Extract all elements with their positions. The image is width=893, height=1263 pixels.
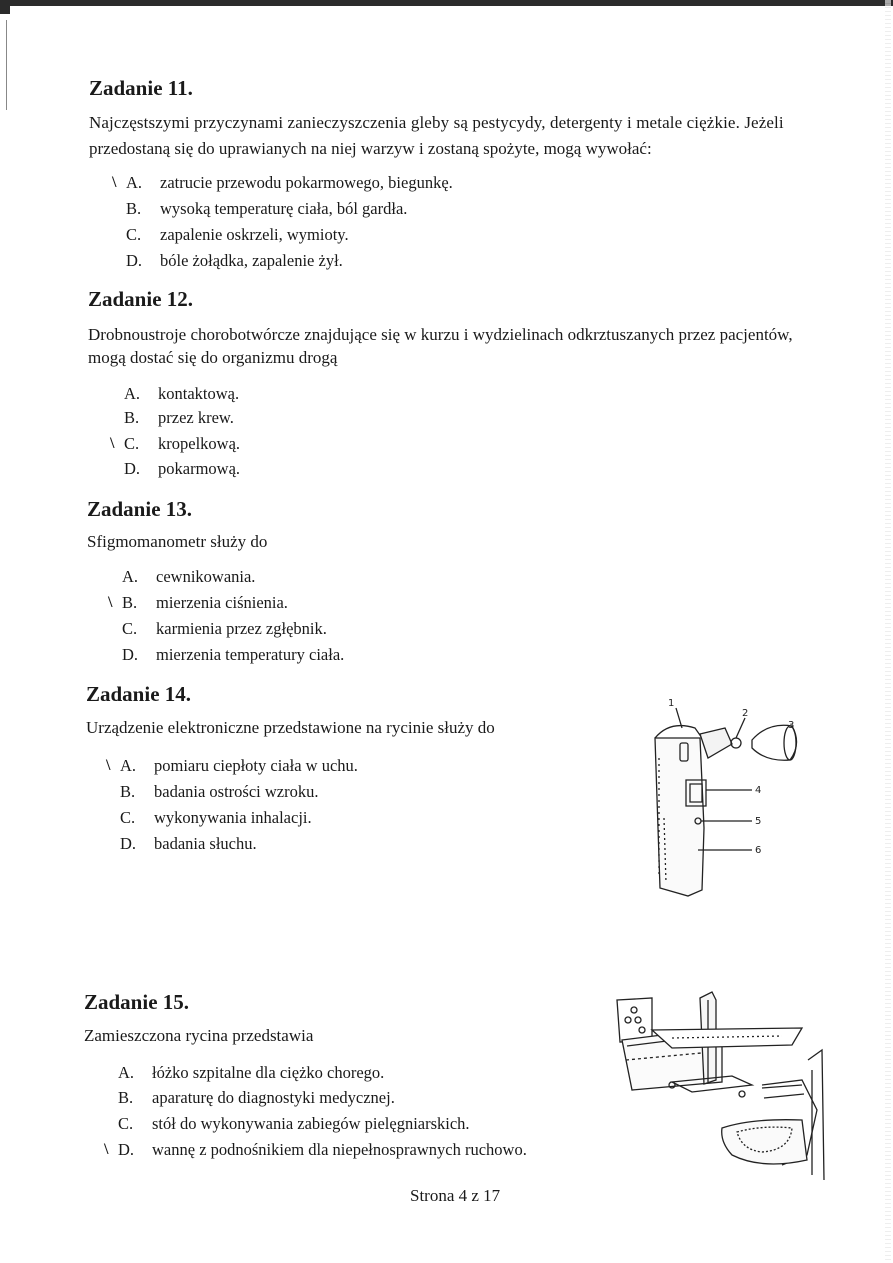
option-letter: A. xyxy=(120,756,137,775)
question-line: Najczęstszymi przyczynami zanieczyszczenia gleby są pestycydy, detergenty i metale ciężkie. Jeżeli xyxy=(89,113,784,132)
option-letter: C. xyxy=(118,1114,134,1133)
answer-check-mark: \ xyxy=(110,435,115,452)
option-text: bóle żołądka, zapalenie żył. xyxy=(160,251,343,270)
option-letter: B. xyxy=(124,408,140,427)
option-text: pomiaru ciepłoty ciała w uchu. xyxy=(154,756,358,775)
option-text: mierzenia temperatury ciała. xyxy=(156,645,345,664)
option-letter: C. xyxy=(122,619,138,638)
option-text: zapalenie oskrzeli, wymioty. xyxy=(160,225,349,244)
answer-check-mark: \ xyxy=(108,594,113,611)
option-text: kontaktową. xyxy=(158,384,240,403)
answer-option-a xyxy=(124,381,239,407)
answer-check-mark: \ xyxy=(104,1141,109,1158)
task-title: Zadanie 15. xyxy=(84,990,190,1014)
question-line: przedostaną się do uprawianych na niej warzyw i zostaną spożyte, mogą wywołać: xyxy=(89,139,652,158)
scan-left-edge xyxy=(6,20,7,110)
option-letter: A. xyxy=(118,1063,135,1082)
task-title: Zadanie 11. xyxy=(89,76,193,100)
answer-option-a xyxy=(118,1060,384,1086)
answer-option-c xyxy=(126,222,349,248)
option-letter: C. xyxy=(120,808,136,827)
answer-option-c xyxy=(120,805,312,831)
bathtub-lift-figure xyxy=(612,990,827,1180)
option-text: wykonywania inhalacji. xyxy=(154,808,312,827)
question-line: Sfigmomanometr służy do xyxy=(87,532,268,551)
option-text: kropelkową. xyxy=(158,434,241,453)
option-letter: D. xyxy=(118,1140,135,1159)
answer-option-d xyxy=(104,1137,527,1163)
option-text: wysoką temperaturę ciała, ból gardła. xyxy=(160,199,408,218)
answer-option-b xyxy=(124,405,234,431)
option-text: pokarmową. xyxy=(158,459,241,478)
option-text: wannę z podnośnikiem dla niepełnosprawnych ruchowo. xyxy=(152,1140,527,1159)
answer-check-mark: \ xyxy=(106,757,111,774)
option-letter: D. xyxy=(120,834,137,853)
option-text: karmienia przez zgłębnik. xyxy=(156,619,327,638)
option-letter: D. xyxy=(122,645,139,664)
option-letter: A. xyxy=(124,384,141,403)
option-text: badania ostrości wzroku. xyxy=(154,782,319,801)
option-letter: C. xyxy=(124,434,140,453)
answer-option-c xyxy=(110,431,241,457)
option-letter: B. xyxy=(120,782,136,801)
ear-thermometer-figure xyxy=(640,698,820,903)
question-line: Drobnoustroje chorobotwórcze znajdujące się w kurzu i wydzielinach odkrztuszanych przez pacjentów, xyxy=(88,325,793,344)
question-line: Zamieszczona rycina przedstawia xyxy=(84,1026,314,1045)
figure-label-2: 2 xyxy=(742,708,749,719)
option-text: mierzenia ciśnienia. xyxy=(156,593,288,612)
option-letter: A. xyxy=(126,173,143,192)
option-letter: B. xyxy=(118,1088,134,1107)
option-text: stół do wykonywania zabiegów pielęgniarskich. xyxy=(152,1114,470,1133)
option-text: łóżko szpitalne dla ciężko chorego. xyxy=(152,1063,385,1082)
figure-label-1: 1 xyxy=(668,698,675,709)
task-title: Zadanie 13. xyxy=(87,497,193,521)
answer-option-b xyxy=(108,590,288,616)
option-letter: C. xyxy=(126,225,142,244)
answer-option-a xyxy=(106,753,358,779)
answer-option-a xyxy=(122,564,255,590)
figure-label-3: 3 xyxy=(788,720,795,731)
scan-right-edge xyxy=(885,0,891,1263)
option-text: badania słuchu. xyxy=(154,834,257,853)
figure-label-6: 6 xyxy=(755,845,762,856)
option-text: przez krew. xyxy=(158,408,234,427)
option-letter: D. xyxy=(126,251,143,270)
option-letter: A. xyxy=(122,567,139,586)
option-letter: B. xyxy=(122,593,138,612)
answer-option-b xyxy=(118,1085,395,1111)
answer-option-c xyxy=(118,1111,470,1137)
answer-option-d xyxy=(122,642,344,668)
question-line: Urządzenie elektroniczne przedstawione na rycinie służy do xyxy=(86,718,495,737)
answer-option-d xyxy=(124,456,240,482)
option-text: zatrucie przewodu pokarmowego, biegunkę. xyxy=(160,173,453,192)
figure-label-4: 4 xyxy=(755,785,762,796)
scan-corner-mark xyxy=(0,0,10,14)
answer-option-d xyxy=(126,248,343,274)
question-line: mogą dostać się do organizmu drogą xyxy=(88,348,338,367)
task-title: Zadanie 12. xyxy=(88,287,194,311)
answer-option-b xyxy=(126,196,407,222)
option-text: aparaturę do diagnostyki medycznej. xyxy=(152,1088,395,1107)
answer-option-a xyxy=(112,170,453,196)
option-letter: B. xyxy=(126,199,142,218)
option-text: cewnikowania. xyxy=(156,567,256,586)
answer-option-b xyxy=(120,779,319,805)
answer-option-c xyxy=(122,616,327,642)
task-title: Zadanie 14. xyxy=(86,682,192,706)
answer-check-mark: \ xyxy=(112,174,117,191)
scan-top-border xyxy=(0,0,893,6)
answer-option-d xyxy=(120,831,257,857)
figure-label-5: 5 xyxy=(755,816,762,827)
page-footer: Strona 4 z 17 xyxy=(410,1186,501,1205)
option-letter: D. xyxy=(124,459,141,478)
